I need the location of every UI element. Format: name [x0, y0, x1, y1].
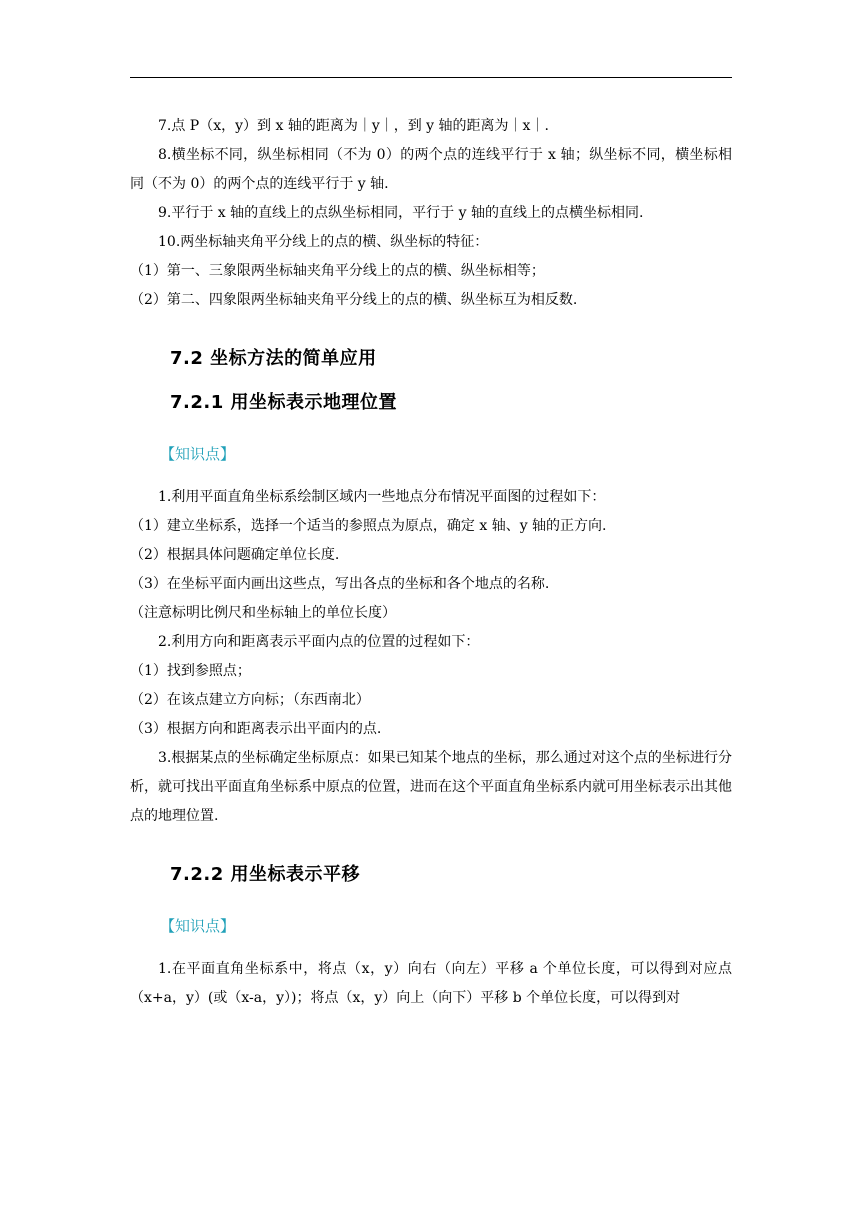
geo-point-2: 2.利用方向和距离表示平面内点的位置的过程如下：: [158, 634, 480, 650]
spacer: [130, 897, 732, 911]
geo-point-1: 1.利用平面直角坐标系绘制区域内一些地点分布情况平面图的过程如下：: [158, 489, 606, 505]
rule-8: 8.横坐标不同，纵坐标相同（不为 0）的两个点的连线平行于 x 轴；纵坐标不同，横坐标相同（不为 0）的两个点的连线平行于 y 轴.: [130, 147, 732, 192]
translation-point-1: 1.在平面直角坐标系中，将点（x，y）向右（向左）平移 a 个单位长度，可以得到对应点（x+a，y）(或（x-a，y）)；将点（x，y）向上（向下）平移 b 个单位长度，可以得到对: [130, 961, 732, 1006]
spacer: [130, 469, 732, 483]
spacer: [130, 315, 732, 337]
spacer: [130, 941, 732, 955]
geo-point-2-step-2: （2）在该点建立方向标；（东西南北）: [130, 692, 370, 708]
geo-point-3: 3.根据某点的坐标确定坐标原点：如果已知某个地点的坐标，那么通过对这个点的坐标进行分析，就可找出平面直角坐标系中原点的位置，进而在这个平面直角坐标系内就可用坐标表示出其他点的地理位置.: [130, 750, 732, 824]
knowledge-point-label: 【知识点】: [160, 445, 236, 463]
rule-10: 10.两坐标轴夹角平分线上的点的横、纵坐标的特征：: [158, 234, 489, 250]
rule-10-item-2: （2）第二、四象限两坐标轴夹角平分线上的点的横、纵坐标互为相反数.: [130, 292, 578, 308]
spacer: [130, 831, 732, 853]
geo-point-2-step-1: （1）找到参照点；: [130, 663, 251, 679]
document-body: [130, 112, 732, 1013]
rule-7: 7.点 P（x，y）到 x 轴的距离为｜y｜，到 y 轴的距离为｜x｜.: [158, 118, 549, 134]
geo-point-1-note: （注意标明比例尺和坐标轴上的单位长度）: [130, 605, 396, 621]
section-heading-7-2-1: 7.2.1 用坐标表示地理位置: [170, 392, 398, 413]
spacer: [130, 425, 732, 439]
geo-point-1-step-2: （2）根据具体问题确定单位长度.: [130, 547, 340, 563]
rule-10-item-1: （1）第一、三象限两坐标轴夹角平分线上的点的横、纵坐标相等；: [130, 263, 545, 279]
geo-point-1-step-3: （3）在坐标平面内画出这些点，写出各点的坐标和各个地点的名称.: [130, 576, 550, 592]
rule-9: 9.平行于 x 轴的直线上的点纵坐标相同，平行于 y 轴的直线上的点横坐标相同.: [158, 205, 644, 221]
geo-point-1-step-1: （1）建立坐标系，选择一个适当的参照点为原点，确定 x 轴、y 轴的正方向.: [130, 518, 607, 534]
geo-point-2-step-3: （3）根据方向和距离表示出平面内的点.: [130, 721, 382, 737]
knowledge-point-label: 【知识点】: [160, 917, 236, 935]
header-rule: [130, 77, 732, 78]
section-heading-7-2: 7.2 坐标方法的简单应用: [170, 348, 377, 369]
section-heading-7-2-2: 7.2.2 用坐标表示平移: [170, 864, 361, 885]
